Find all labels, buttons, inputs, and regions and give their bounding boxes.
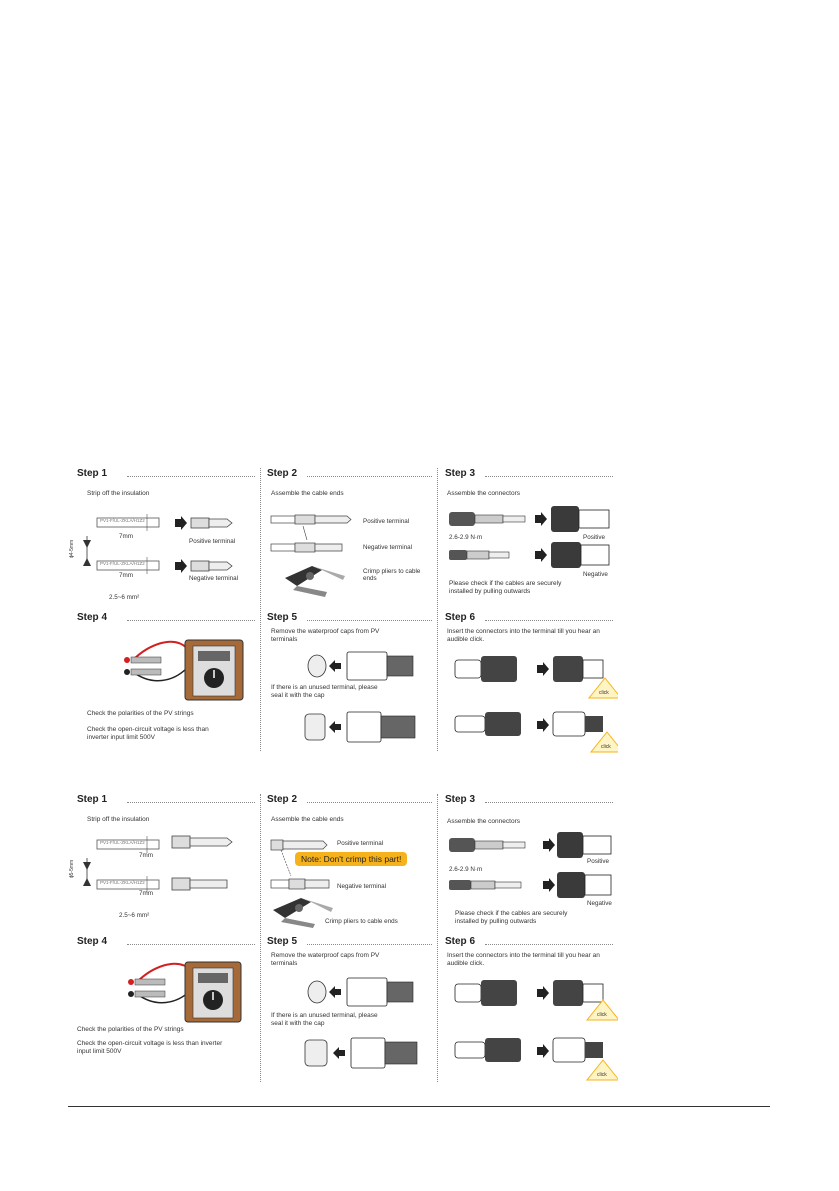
- terminal-label: Negative terminal: [337, 883, 386, 890]
- step-5: [267, 936, 437, 1076]
- step-1: [69, 794, 257, 934]
- torque-label: 2.6-2.9 N·m: [449, 534, 483, 541]
- terminal-label: Negative terminal: [189, 575, 238, 582]
- divider: [127, 802, 255, 803]
- terminal-label: Positive terminal: [363, 518, 410, 525]
- step-2: [267, 468, 437, 608]
- step-heading: Step 1: [77, 468, 108, 479]
- strip-length: 7mm: [119, 533, 133, 540]
- step-3: [445, 794, 618, 934]
- click-label: click: [597, 1012, 607, 1018]
- divider: [307, 476, 432, 477]
- step-note: If there is an unused terminal, please seal it with the cap: [271, 1012, 378, 1027]
- terminal-label: Negative terminal: [363, 544, 412, 551]
- step-2: [267, 794, 437, 934]
- click-label: click: [601, 744, 611, 750]
- crimp-label: Crimp pliers to cable ends: [363, 568, 421, 582]
- instruction-line: Check the polarities of the PV strings: [77, 1026, 184, 1033]
- step-heading: Step 3: [445, 794, 476, 805]
- step-instruction: Strip off the insulation: [87, 490, 150, 497]
- strip-length: 7mm: [119, 572, 133, 579]
- step-heading: Step 4: [77, 612, 108, 623]
- cable-diameter: ϕ4-5mm: [69, 539, 76, 559]
- divider: [127, 620, 255, 621]
- step-instruction: Strip off the insulation: [87, 816, 150, 823]
- polarity-label: Positive: [583, 534, 606, 541]
- terminal-label: Positive terminal: [337, 840, 384, 847]
- check-note: Please check if the cables are securely installed by pulling outwards: [455, 910, 568, 925]
- divider: [307, 802, 432, 803]
- divider: [485, 476, 613, 477]
- column-divider: [260, 468, 261, 751]
- polarity-label: Positive: [587, 858, 610, 865]
- divider: [307, 620, 432, 621]
- divider: [485, 620, 613, 621]
- step-instruction: Assemble the connectors: [447, 490, 520, 497]
- insert-connector-figure: [445, 972, 618, 1088]
- step-heading: Step 2: [267, 468, 298, 479]
- step-instruction: Insert the connectors into the terminal till you hear an audible click.: [447, 952, 600, 967]
- caps-figure: [267, 968, 437, 1088]
- wiring-diagram-2: [69, 794, 618, 1084]
- step-heading: Step 5: [267, 612, 298, 623]
- torque-label: 2.6-2.9 N·m: [449, 866, 483, 873]
- cable-diameter: ϕ5-5mm: [69, 859, 76, 879]
- divider: [127, 476, 255, 477]
- instruction-line: Check the open-circuit voltage is less than inverter input limit 500V: [87, 726, 209, 741]
- step-5: [267, 612, 437, 752]
- step-heading: Step 5: [267, 936, 298, 947]
- check-note: Please check if the cables are securely installed by pulling outwards: [449, 580, 562, 595]
- step-note: If there is an unused terminal, please seal it with the cap: [271, 684, 378, 699]
- cable-marking: PV1-F/UL-ZKLA/H1Z2: [100, 880, 145, 885]
- step-heading: Step 1: [77, 794, 108, 805]
- step-instruction: Assemble the cable ends: [271, 816, 344, 823]
- crimp-figure: [267, 506, 437, 606]
- insert-connector-figure: [445, 648, 618, 758]
- divider: [485, 944, 613, 945]
- click-label: click: [597, 1072, 607, 1078]
- column-divider: [437, 794, 438, 1082]
- step-instruction: Remove the waterproof caps from PV terminals: [271, 952, 380, 967]
- step-heading: Step 3: [445, 468, 476, 479]
- step-1: [69, 468, 257, 608]
- step-heading: Step 6: [445, 936, 476, 947]
- step-heading: Step 2: [267, 794, 298, 805]
- step-instruction: Assemble the cable ends: [271, 490, 344, 497]
- column-divider: [260, 794, 261, 1082]
- step-instruction: Assemble the connectors: [447, 818, 520, 825]
- footer-rule: [68, 1106, 770, 1107]
- crimp-figure: [267, 832, 437, 932]
- connector-assembly-figure: [445, 502, 618, 582]
- cable-marking: PV1-F/UL-ZKLA/H1Z2: [100, 518, 145, 523]
- strip-length: 7mm: [139, 890, 153, 897]
- step-6: [445, 612, 618, 752]
- cable-area: 2.5~6 mm²: [109, 594, 140, 601]
- instruction-line: Check the polarities of the PV strings: [87, 710, 194, 717]
- polarity-label: Negative: [583, 571, 608, 578]
- step-instruction: Insert the connectors into the terminal till you hear an audible click.: [447, 628, 600, 643]
- cable-marking: PV1-F/UL-ZKLA/H1Z2: [100, 561, 145, 566]
- step-4: [77, 936, 257, 1076]
- cable-marking: PV1-F/UL-ZKLA/H1Z2: [100, 840, 145, 845]
- caps-figure: [267, 642, 437, 762]
- column-divider: [437, 468, 438, 751]
- cable-area: 2.5~6 mm²: [119, 912, 150, 919]
- step-6: [445, 936, 618, 1082]
- polarity-label: Negative: [587, 900, 612, 907]
- instruction-line: Check the open-circuit voltage is less than inverter input limit 500V: [77, 1040, 223, 1055]
- wiring-diagram-1: [69, 468, 618, 753]
- click-label: click: [599, 690, 609, 696]
- multimeter-figure: [77, 626, 257, 706]
- step-4: [77, 612, 257, 752]
- step-heading: Step 4: [77, 936, 108, 947]
- crimp-label: Crimp pliers to cable ends: [325, 918, 398, 925]
- divider: [485, 802, 613, 803]
- step-instruction: Remove the waterproof caps from PV terminals: [271, 628, 380, 643]
- multimeter-figure: [77, 948, 257, 1028]
- divider: [127, 944, 255, 945]
- step-3: [445, 468, 618, 608]
- strip-length: 7mm: [139, 852, 153, 859]
- warning-note: Note: Don't crimp this part!: [295, 852, 407, 866]
- terminal-label: Positive terminal: [189, 538, 236, 545]
- step-heading: Step 6: [445, 612, 476, 623]
- divider: [307, 944, 432, 945]
